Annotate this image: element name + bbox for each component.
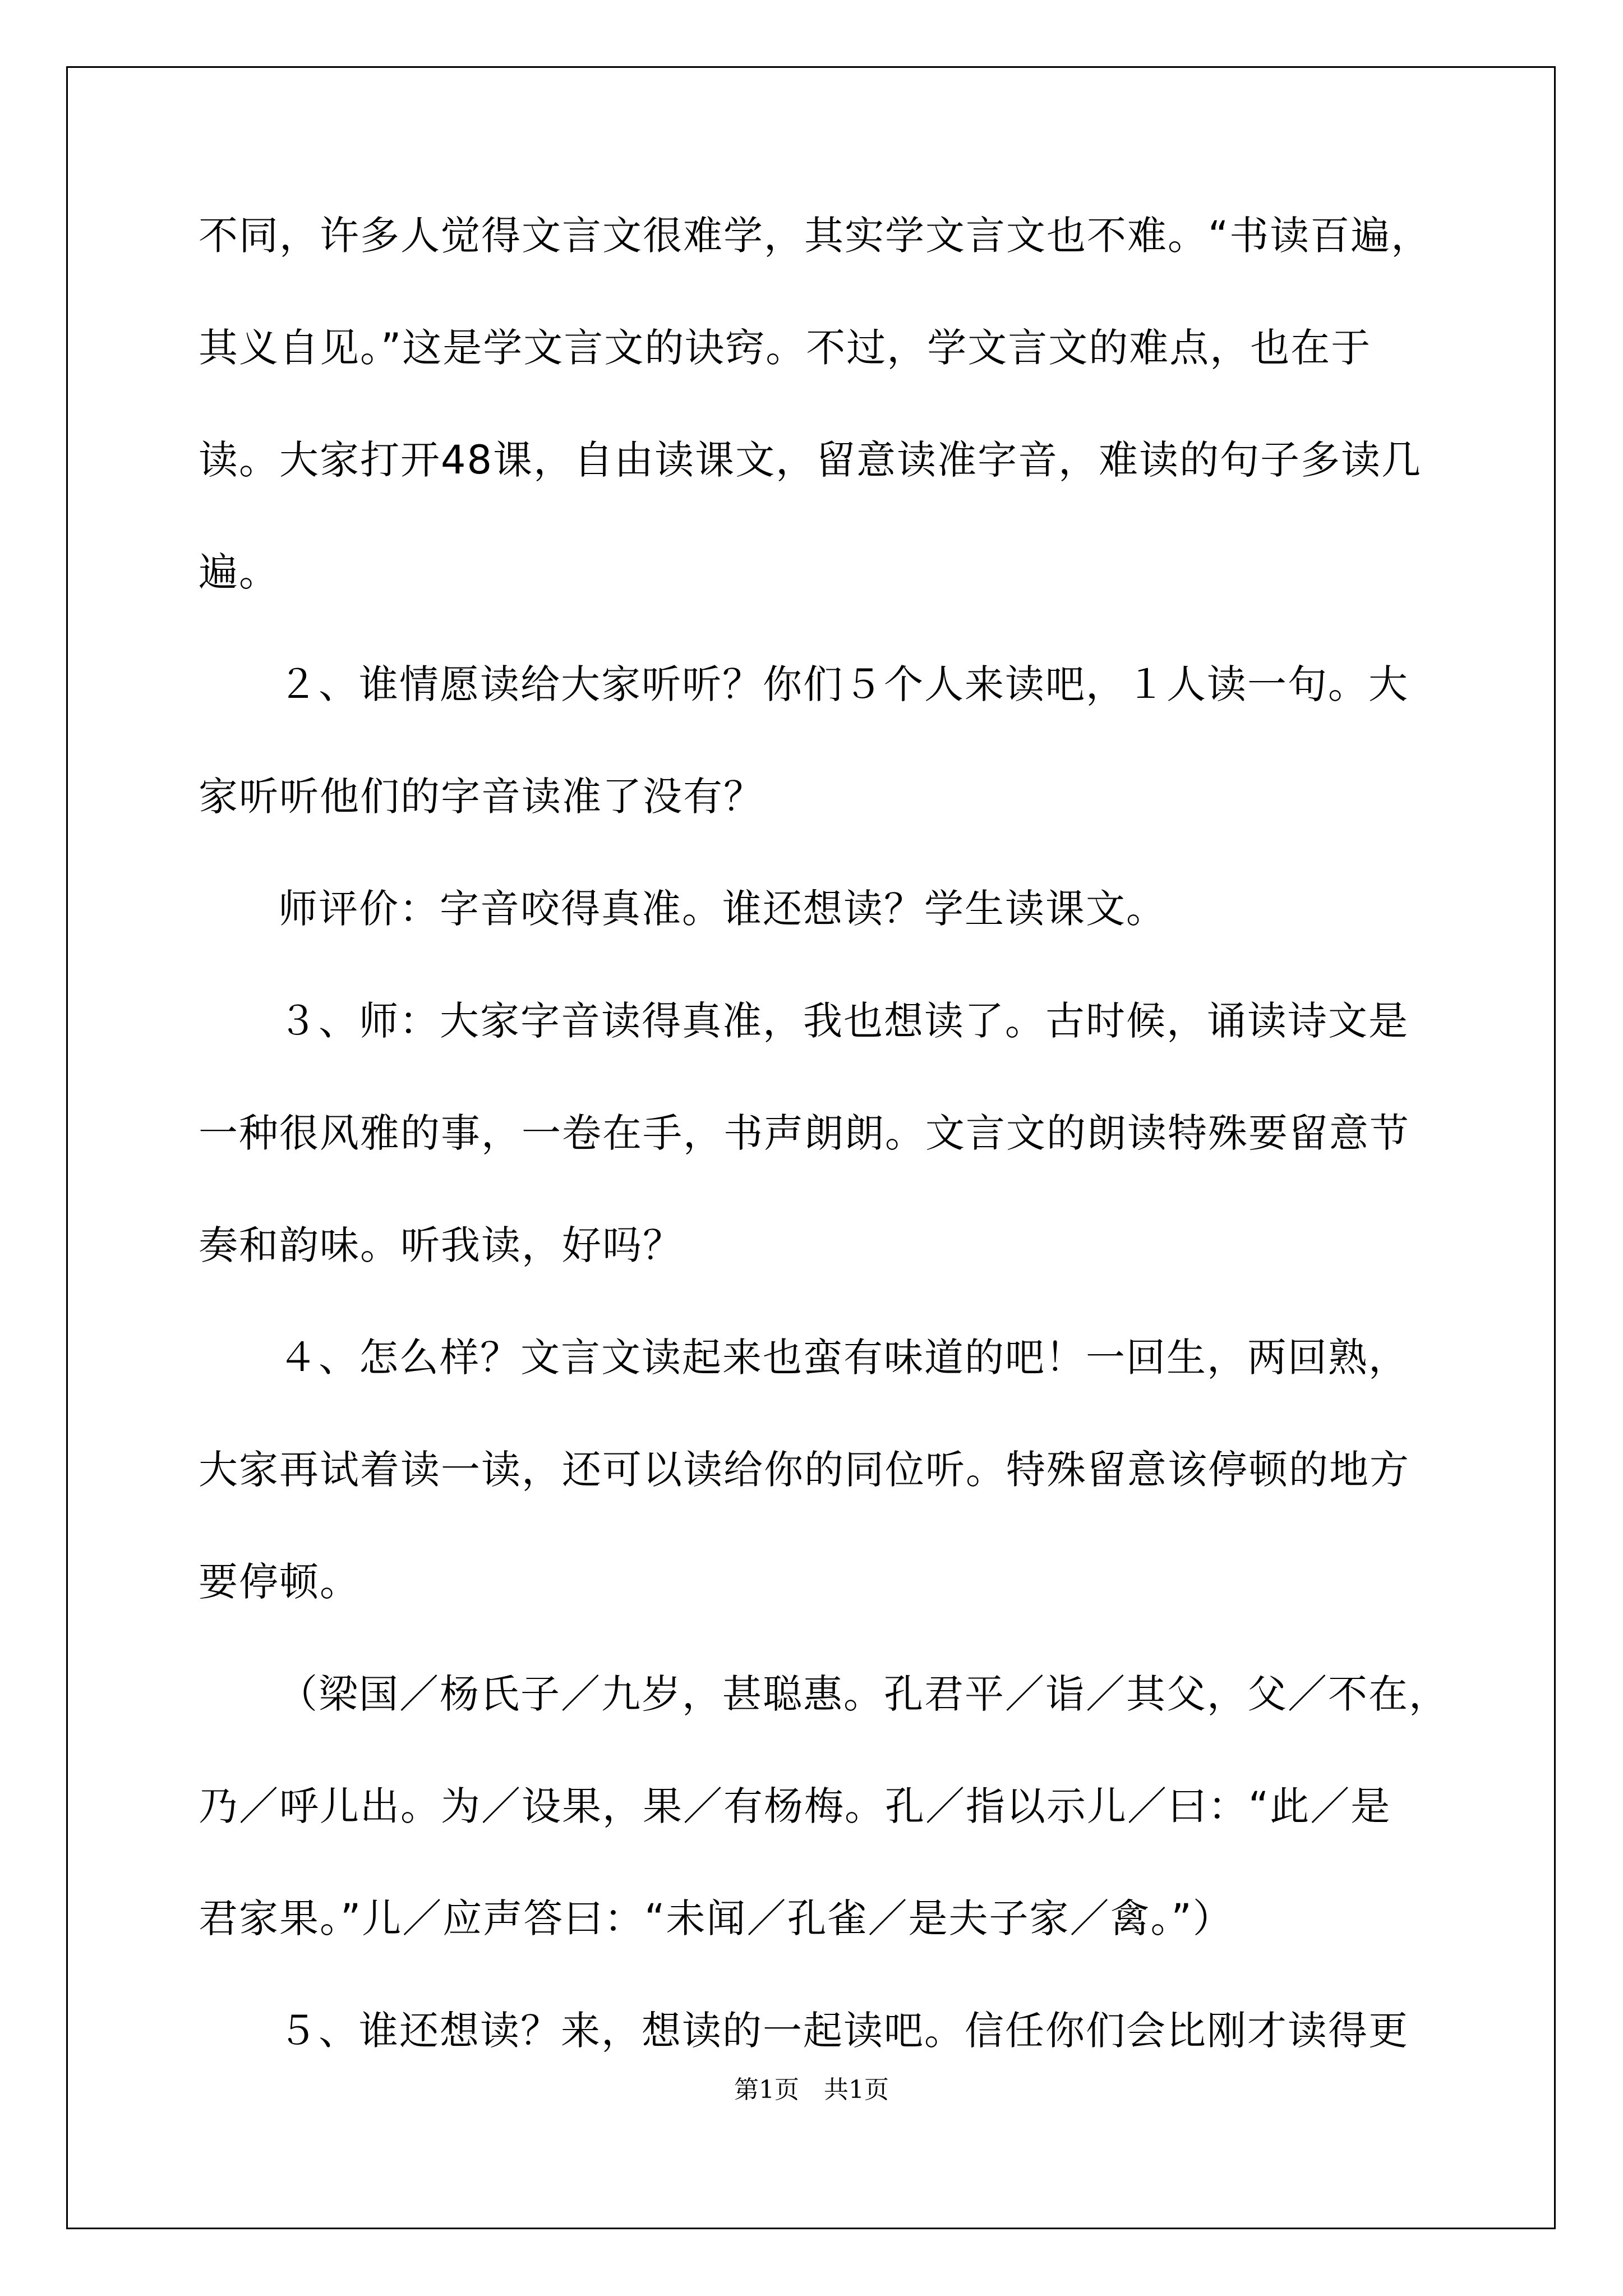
text-line: 师评价：字音咬得真准。谁还想读？学生读课文。 — [278, 886, 1166, 932]
text-line: 其义自见。”这是学文言文的诀窍。不过，学文言文的难点，也在于 — [199, 325, 1372, 371]
page-footer — [0, 2074, 1623, 2106]
text-line: 乃／呼儿出。为／设果，果／有杨梅。孔／指以示儿／曰：“此／是 — [199, 1783, 1391, 1829]
text-line: 君家果。”儿／应声答曰：“未闻／孔雀／是夫子家／禽。”） — [199, 1895, 1233, 1941]
page-number: 第1页 — [734, 2076, 799, 2104]
text-line: （梁国／杨氏子／九岁，甚聪惠。孔君平／诣／其父，父／不在， — [278, 1671, 1449, 1717]
text-line: 大家再试着读一读，还可以读给你的同位听。特殊留意该停顿的地方 — [199, 1447, 1410, 1493]
text-line: ２、谁情愿读给大家听听？你们５个人来读吧，１人读一句。大 — [278, 661, 1409, 707]
text-line: 要停顿。 — [199, 1559, 360, 1605]
text-line: 家听听他们的字音读准了没有？ — [199, 774, 764, 820]
text-line: 奏和韵味。听我读，好吗？ — [199, 1222, 683, 1268]
text-line: 不同，许多人觉得文言文很难学，其实学文言文也不难。“书读百遍， — [199, 213, 1432, 259]
text-line: 一种很风雅的事，一卷在手，书声朗朗。文言文的朗读特殊要留意节 — [199, 1110, 1410, 1156]
page-total: 共1页 — [824, 2076, 889, 2104]
text-line: ５、谁还想读？来，想读的一起读吧。信任你们会比刚才读得更 — [278, 2008, 1409, 2054]
text-line: 遍。 — [199, 549, 279, 595]
text-line: ４、怎么样？文言文读起来也蛮有味道的吧！一回生，两回熟， — [278, 1335, 1409, 1381]
text-line: 读。大家打开48课，自由读课文，留意读准字音，难读的句子多读几 — [199, 437, 1422, 483]
text-line: ３、师：大家字音读得真准，我也想读了。古时候，诵读诗文是 — [278, 998, 1409, 1044]
